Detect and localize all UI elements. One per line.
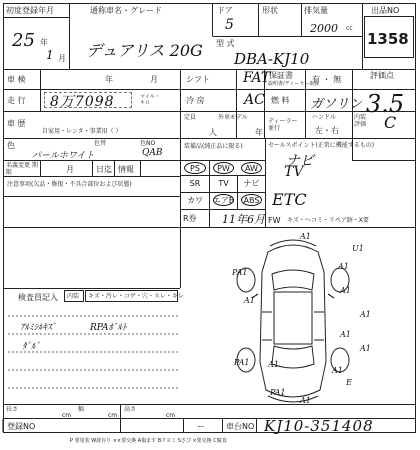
interior-items: キズ・汚レ・コゲ・穴・スレ・キレ xyxy=(88,293,184,300)
reg-year: 25 xyxy=(12,30,35,51)
sales-point: TV xyxy=(284,164,304,180)
equipment-cell: TV xyxy=(218,179,229,188)
inspector-note: RPAﾎﾞﾙﾄ xyxy=(90,323,127,333)
name-change-day: 日迄 xyxy=(96,165,112,174)
chassis-no: KJ10-351408 xyxy=(264,417,374,435)
color-label: 色 xyxy=(7,141,15,150)
color-value: パールホワイト xyxy=(32,151,95,161)
fw-label: FW xyxy=(268,216,281,225)
reg-year-unit: 年 xyxy=(40,38,48,47)
damage-mark: PA1 xyxy=(270,388,286,397)
name-grade-label: 通称車名・グレード xyxy=(90,6,162,15)
capacity-label: 定員 xyxy=(184,114,197,121)
cc-unit: cc xyxy=(346,25,353,32)
score-value: 3.5 xyxy=(366,90,405,118)
reg-no-label: 登録NO xyxy=(7,422,36,431)
width-unit: cm xyxy=(108,412,118,419)
equipment-cell: SR xyxy=(189,179,201,188)
name-change-month: 月 xyxy=(66,165,74,174)
equipment-circle xyxy=(213,162,234,174)
history-label: 車 歴 xyxy=(7,119,26,128)
first-reg-label: 初度登録年月 xyxy=(6,6,54,15)
dealer-label: ディーラー 並行 xyxy=(268,118,298,132)
interior-tag: 内装 xyxy=(67,293,80,300)
color-no-value: QAB xyxy=(142,148,163,158)
name-change-label: 名義変更 期限 xyxy=(6,162,38,176)
equipment-cell: AW xyxy=(238,161,265,176)
equipment-cell: PW xyxy=(210,161,237,176)
equipment-circle xyxy=(241,194,262,206)
equipment-circle xyxy=(241,162,262,174)
repair-label: キズ・ヘコミ・リペア跡・X要 xyxy=(287,217,369,224)
mileage-unit: マイル・キロ xyxy=(140,94,160,106)
fuel-label: 燃 料 xyxy=(271,96,290,105)
equipment-cell: エアB xyxy=(212,196,235,205)
warranty-label: 保証書 xyxy=(269,71,293,80)
mileage-label: 走 行 xyxy=(7,96,26,105)
score-label: 評価点 xyxy=(370,71,394,80)
height-label: 高さ xyxy=(124,406,137,413)
color-no-label: 色NO xyxy=(140,140,156,147)
reg-month: 1 xyxy=(46,48,54,62)
fuel-value: ガソリン xyxy=(310,97,363,112)
inspector-note: ﾀﾞﾙﾞ xyxy=(22,342,41,352)
inspector-label: 検査員記入 xyxy=(18,293,58,302)
chassis-label: 車台NO xyxy=(226,422,255,431)
length-label: 長さ xyxy=(6,406,19,413)
shaken-label: 車 検 xyxy=(7,75,26,84)
damage-mark: A1 xyxy=(360,310,371,319)
damage-mark: A1 xyxy=(268,360,279,369)
displacement-value: 2000 xyxy=(310,22,338,35)
capacity-unit: 人 xyxy=(209,128,217,137)
damage-mark: A1 xyxy=(244,296,255,305)
equipment-cell: ナビ xyxy=(243,179,260,188)
displacement-label: 排気量 xyxy=(304,6,328,15)
info-label: 情報 xyxy=(118,165,134,174)
damage-mark: A1 xyxy=(340,330,351,339)
damage-mark: A1 xyxy=(360,344,371,353)
import-label: 外車モデル xyxy=(218,114,248,121)
reg-no-dash: ー xyxy=(197,422,205,431)
ac-label: 冷 房 xyxy=(186,96,205,105)
height-unit: cm xyxy=(166,412,176,419)
damage-mark: A1 xyxy=(338,262,349,271)
doors-value: 5 xyxy=(225,17,234,33)
shape-label: 形状 xyxy=(262,6,278,15)
import-unit: 年 xyxy=(255,128,263,137)
interior-label: 内装 評価 xyxy=(354,114,367,128)
interior-value: C xyxy=(384,113,397,132)
sales-point: ナビ xyxy=(286,153,314,169)
equipment-circle xyxy=(213,194,234,206)
door-label: ドア xyxy=(217,6,233,15)
equipment-cell: ABS xyxy=(238,193,265,208)
legend: P 要塗装 W波有り ××要交換 A傷ます Bクヨミ Sさび ×要交換 C腐食 xyxy=(70,438,227,444)
equipment-circle xyxy=(184,162,206,174)
mileage-value: 8万7098 xyxy=(50,94,115,110)
lot-number: 1358 xyxy=(367,30,409,48)
length-unit: cm xyxy=(62,412,72,419)
model-code: DBA-KJ10 xyxy=(234,50,310,68)
shaken-year-unit: 年 xyxy=(105,75,113,84)
handle-label: ハンドル xyxy=(312,114,337,121)
inspector-note: ｱﾙﾐｼﾙｷｽﾞ xyxy=(20,323,57,333)
car-diagram xyxy=(228,232,358,410)
shift-label: シフト xyxy=(186,75,210,84)
damage-mark: A1 xyxy=(340,286,351,295)
color-sub: 色替 xyxy=(94,140,107,147)
r-ticket-label: R券 xyxy=(183,214,197,223)
sales-title: セールスポイント(正常に機能するもの) xyxy=(268,142,375,149)
damage-mark: A1 xyxy=(300,232,311,241)
car-name: デュアリス 20G xyxy=(86,41,203,60)
damage-mark: A1 xyxy=(300,396,311,405)
width-label: 幅 xyxy=(78,406,85,413)
ac-value: AC xyxy=(244,92,265,108)
warranty-options: 有 ・ 無 xyxy=(312,75,342,84)
notes-label: 注意事項(欠品・修復・不具合部位および状態) xyxy=(7,181,132,188)
lot-label: 出品NO xyxy=(371,6,400,15)
equipment-cell: カワ xyxy=(187,196,203,205)
damage-mark: U1 xyxy=(352,244,364,253)
model-label: 型 式 xyxy=(216,39,235,48)
handle-options: 左・右 xyxy=(315,126,339,135)
r-ticket-value: 11年6月 xyxy=(222,213,265,226)
reg-month-unit: 月 xyxy=(58,54,66,63)
history-options: 自家用・レンタ・事業用（ ） xyxy=(42,128,122,135)
equipment-cell: PS xyxy=(181,161,209,176)
damage-mark: PA1 xyxy=(232,268,248,277)
damage-mark: E xyxy=(346,378,352,387)
warranty-sub: 説明書/ディーラー取扱 xyxy=(268,81,320,87)
shift-value: FAT xyxy=(243,70,271,86)
sales-point: ETC xyxy=(272,190,307,209)
equipment-title: 装備品(純正品に限る) xyxy=(184,143,243,150)
damage-mark: A1 xyxy=(332,366,343,375)
damage-mark: PA1 xyxy=(234,358,250,367)
shaken-month-unit: 月 xyxy=(150,75,158,84)
